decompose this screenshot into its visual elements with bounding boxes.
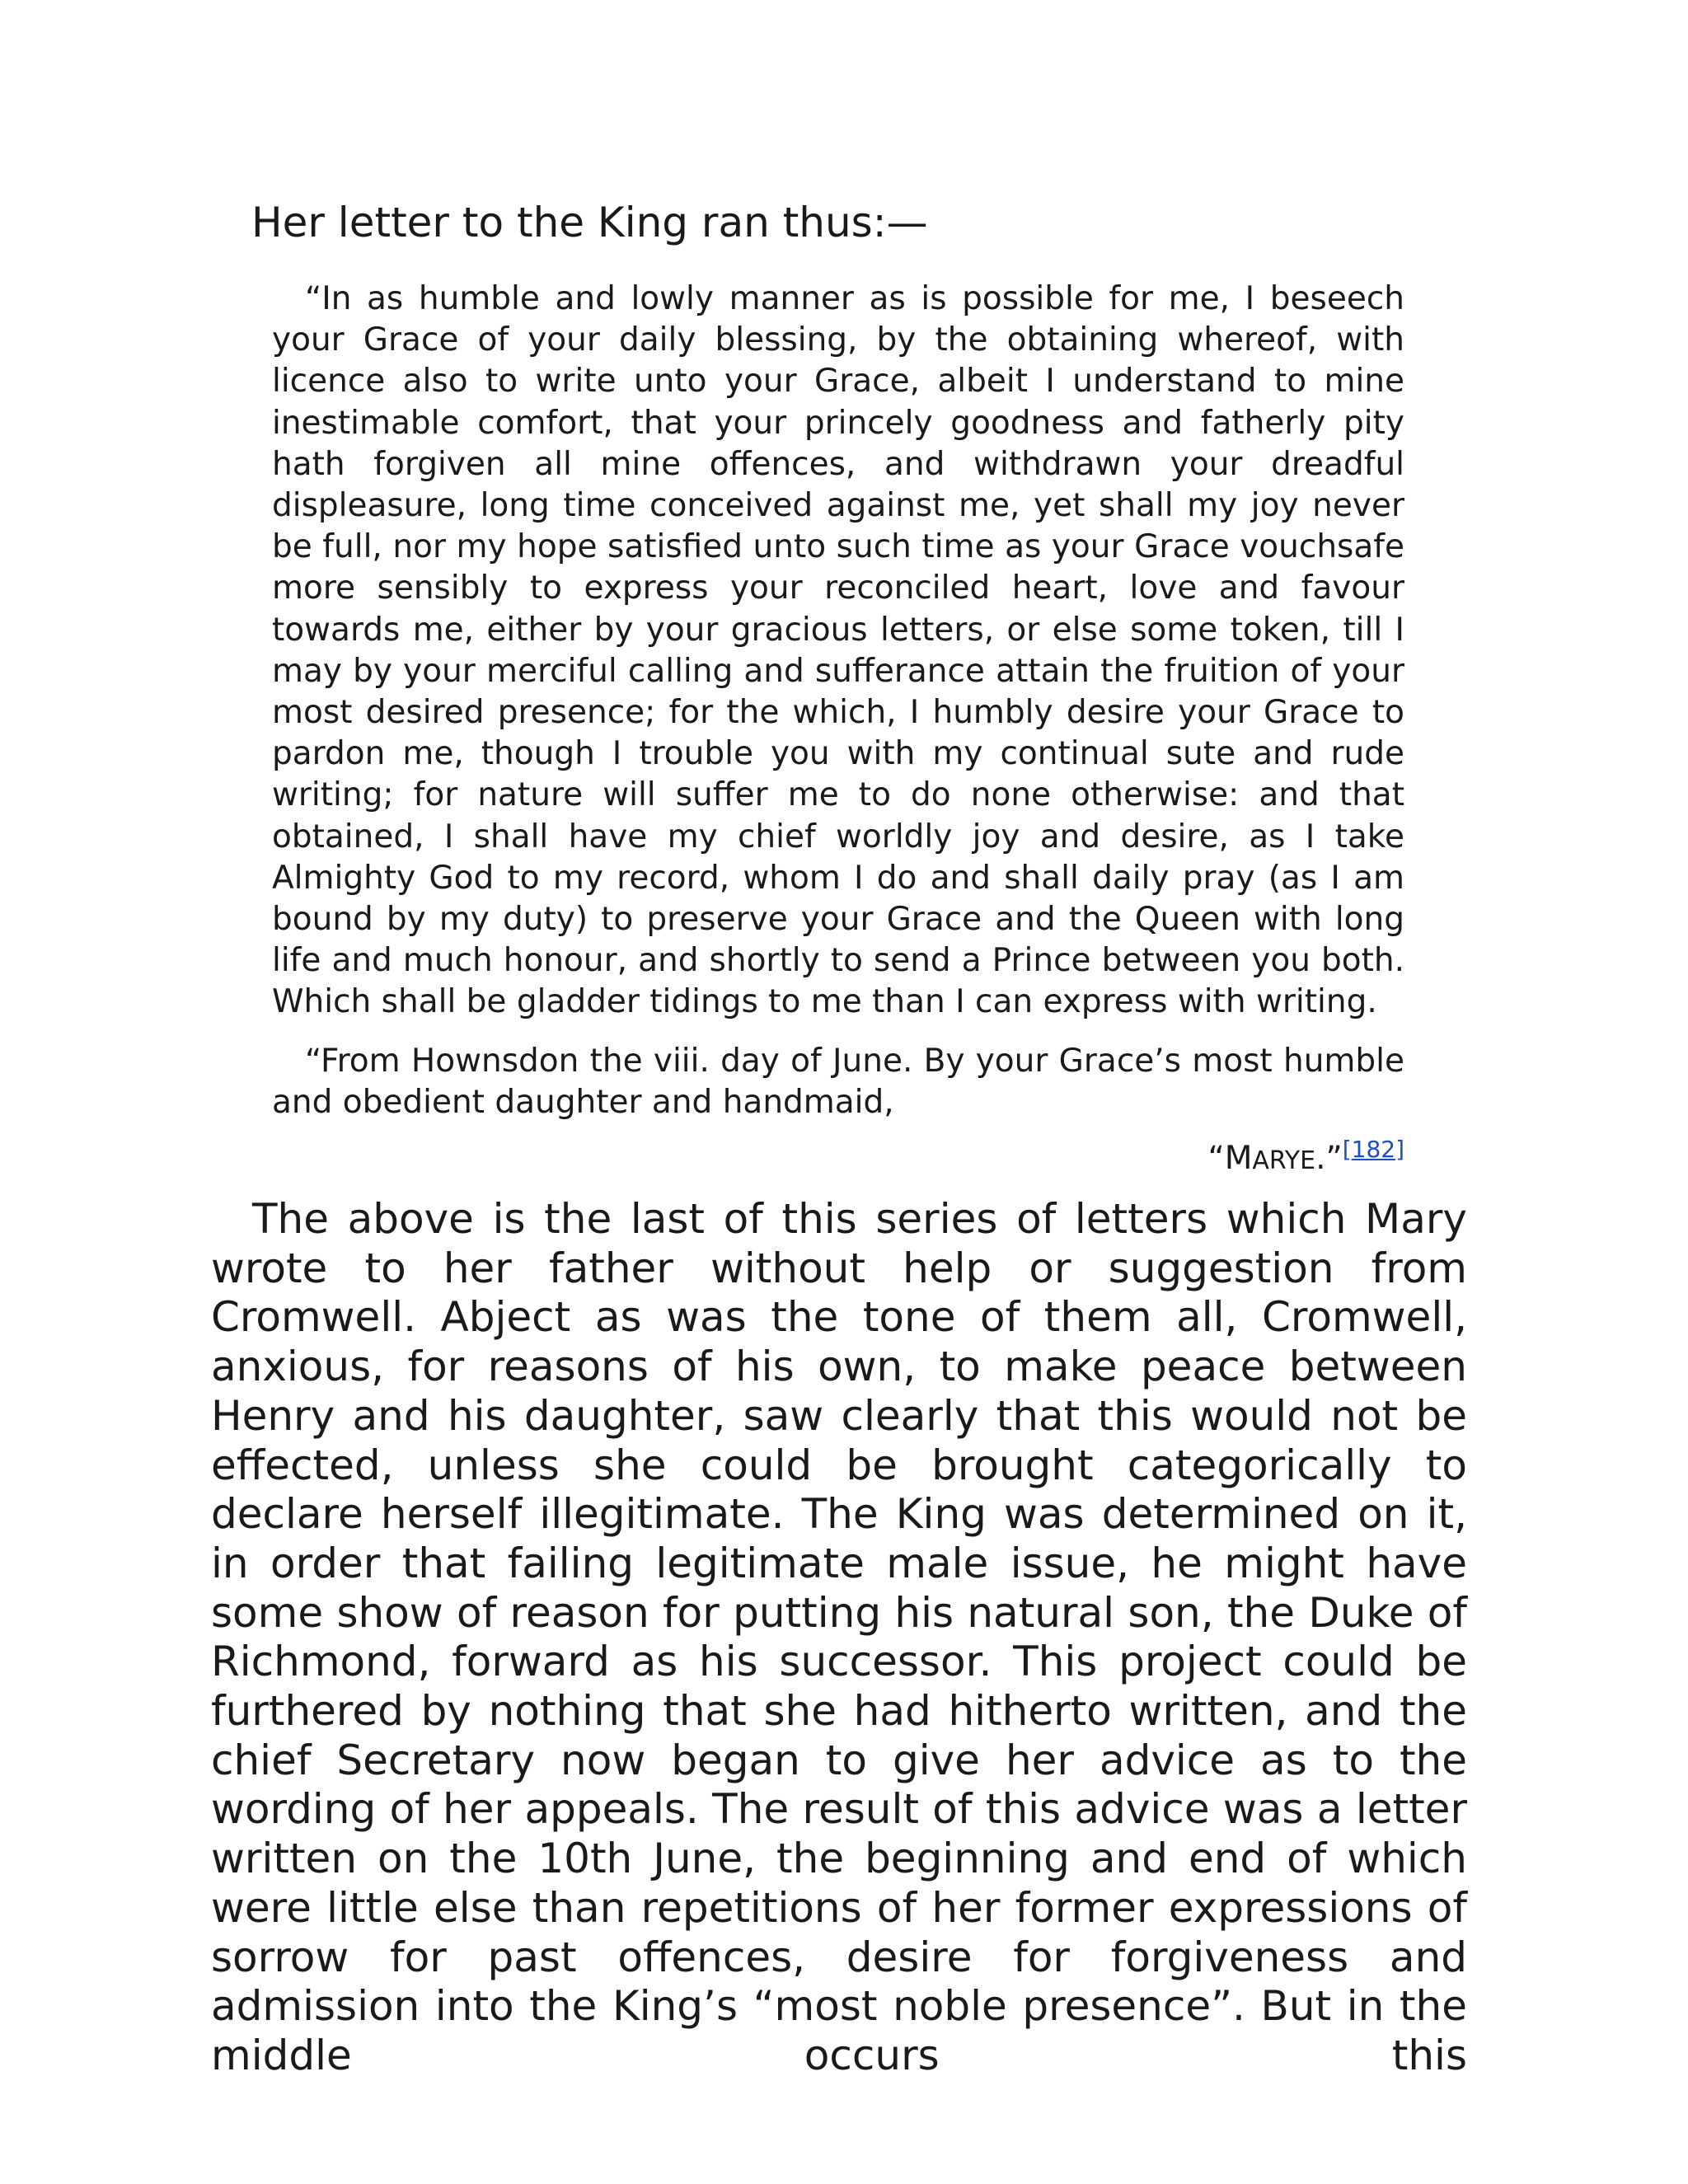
- footnote-link[interactable]: [182]: [1342, 1136, 1404, 1164]
- letter-paragraph-1: “In as humble and lowly manner as is possible for me, I beseech your Grace of your daily blessing, by the obtaining whereof, with licence also to write unto your Grace, albeit I understand to mine inestimable comfort, that your princely goodness and fatherly pity hath forgiven all mine offences, and withdrawn your dreadful displeasure, long time conceived against me, yet shall my joy never be full, nor my hope satisfied unto such time as your Grace vouchsafe more sensibly to express your reconciled heart, love and favour towards me, either by your gracious letters, or else some token, till I may by your merciful calling and sufferance attain the fruition of your most desired presence; for the which, I humbly desire your Grace to pardon me, though I trouble you with my continual sute and rude writing; for nature will suffer me to do none otherwise: and that obtained, I shall have my chief worldly joy and desire, as I take Almighty God to my record, whom I do and shall daily pray (as I am bound by my duty) to preserve your Grace and the Queen with long life and much honour, and shortly to send a Prince between you both. Which shall be gladder tidings to me than I can express with writing.: [272, 280, 1404, 1021]
- intro-text: Her letter to the King ran thus:—: [251, 199, 928, 246]
- signature-open-quote: “: [1207, 1140, 1225, 1178]
- signature-small-caps: ARYE: [1252, 1146, 1316, 1176]
- signature-close: .”: [1315, 1140, 1343, 1178]
- letter-signature: [272, 1138, 1404, 1182]
- signature-name: [1207, 1140, 1342, 1177]
- body-paragraph: The above is the last of this series of letters which Mary wrote to her father without help or suggestion from Cromwell. Abject as was the tone of them all, Cromwell, anxious, for reasons of his own, to make peace between Henry and his daughter, saw clearly that this would not be effected, unless she could be brought categorically to declare herself illegitimate. The King was determined on it, in order that failing legitimate male issue, he might have some show of reason for putting his natural son, the Duke of Richmond, forward as his successor. This project could be furthered by nothing that she had hitherto written, and the chief Secretary now began to give her advice as to the wording of her appeals. The result of this advice was a letter written on the 10th June, the beginning and end of which were little else than repetitions of her former expressions of sorrow for past offences, desire for forgiveness and admission into the King’s “most noble presence”. But in the middle occurs this: [211, 1195, 1467, 2079]
- letter-closing: “From Hownsdon the viii. day of June. By your Grace’s most humble and obedient daughter and handmaid,: [272, 1042, 1404, 1121]
- quoted-letter: [272, 279, 1404, 1182]
- signature-initial: M: [1224, 1140, 1253, 1178]
